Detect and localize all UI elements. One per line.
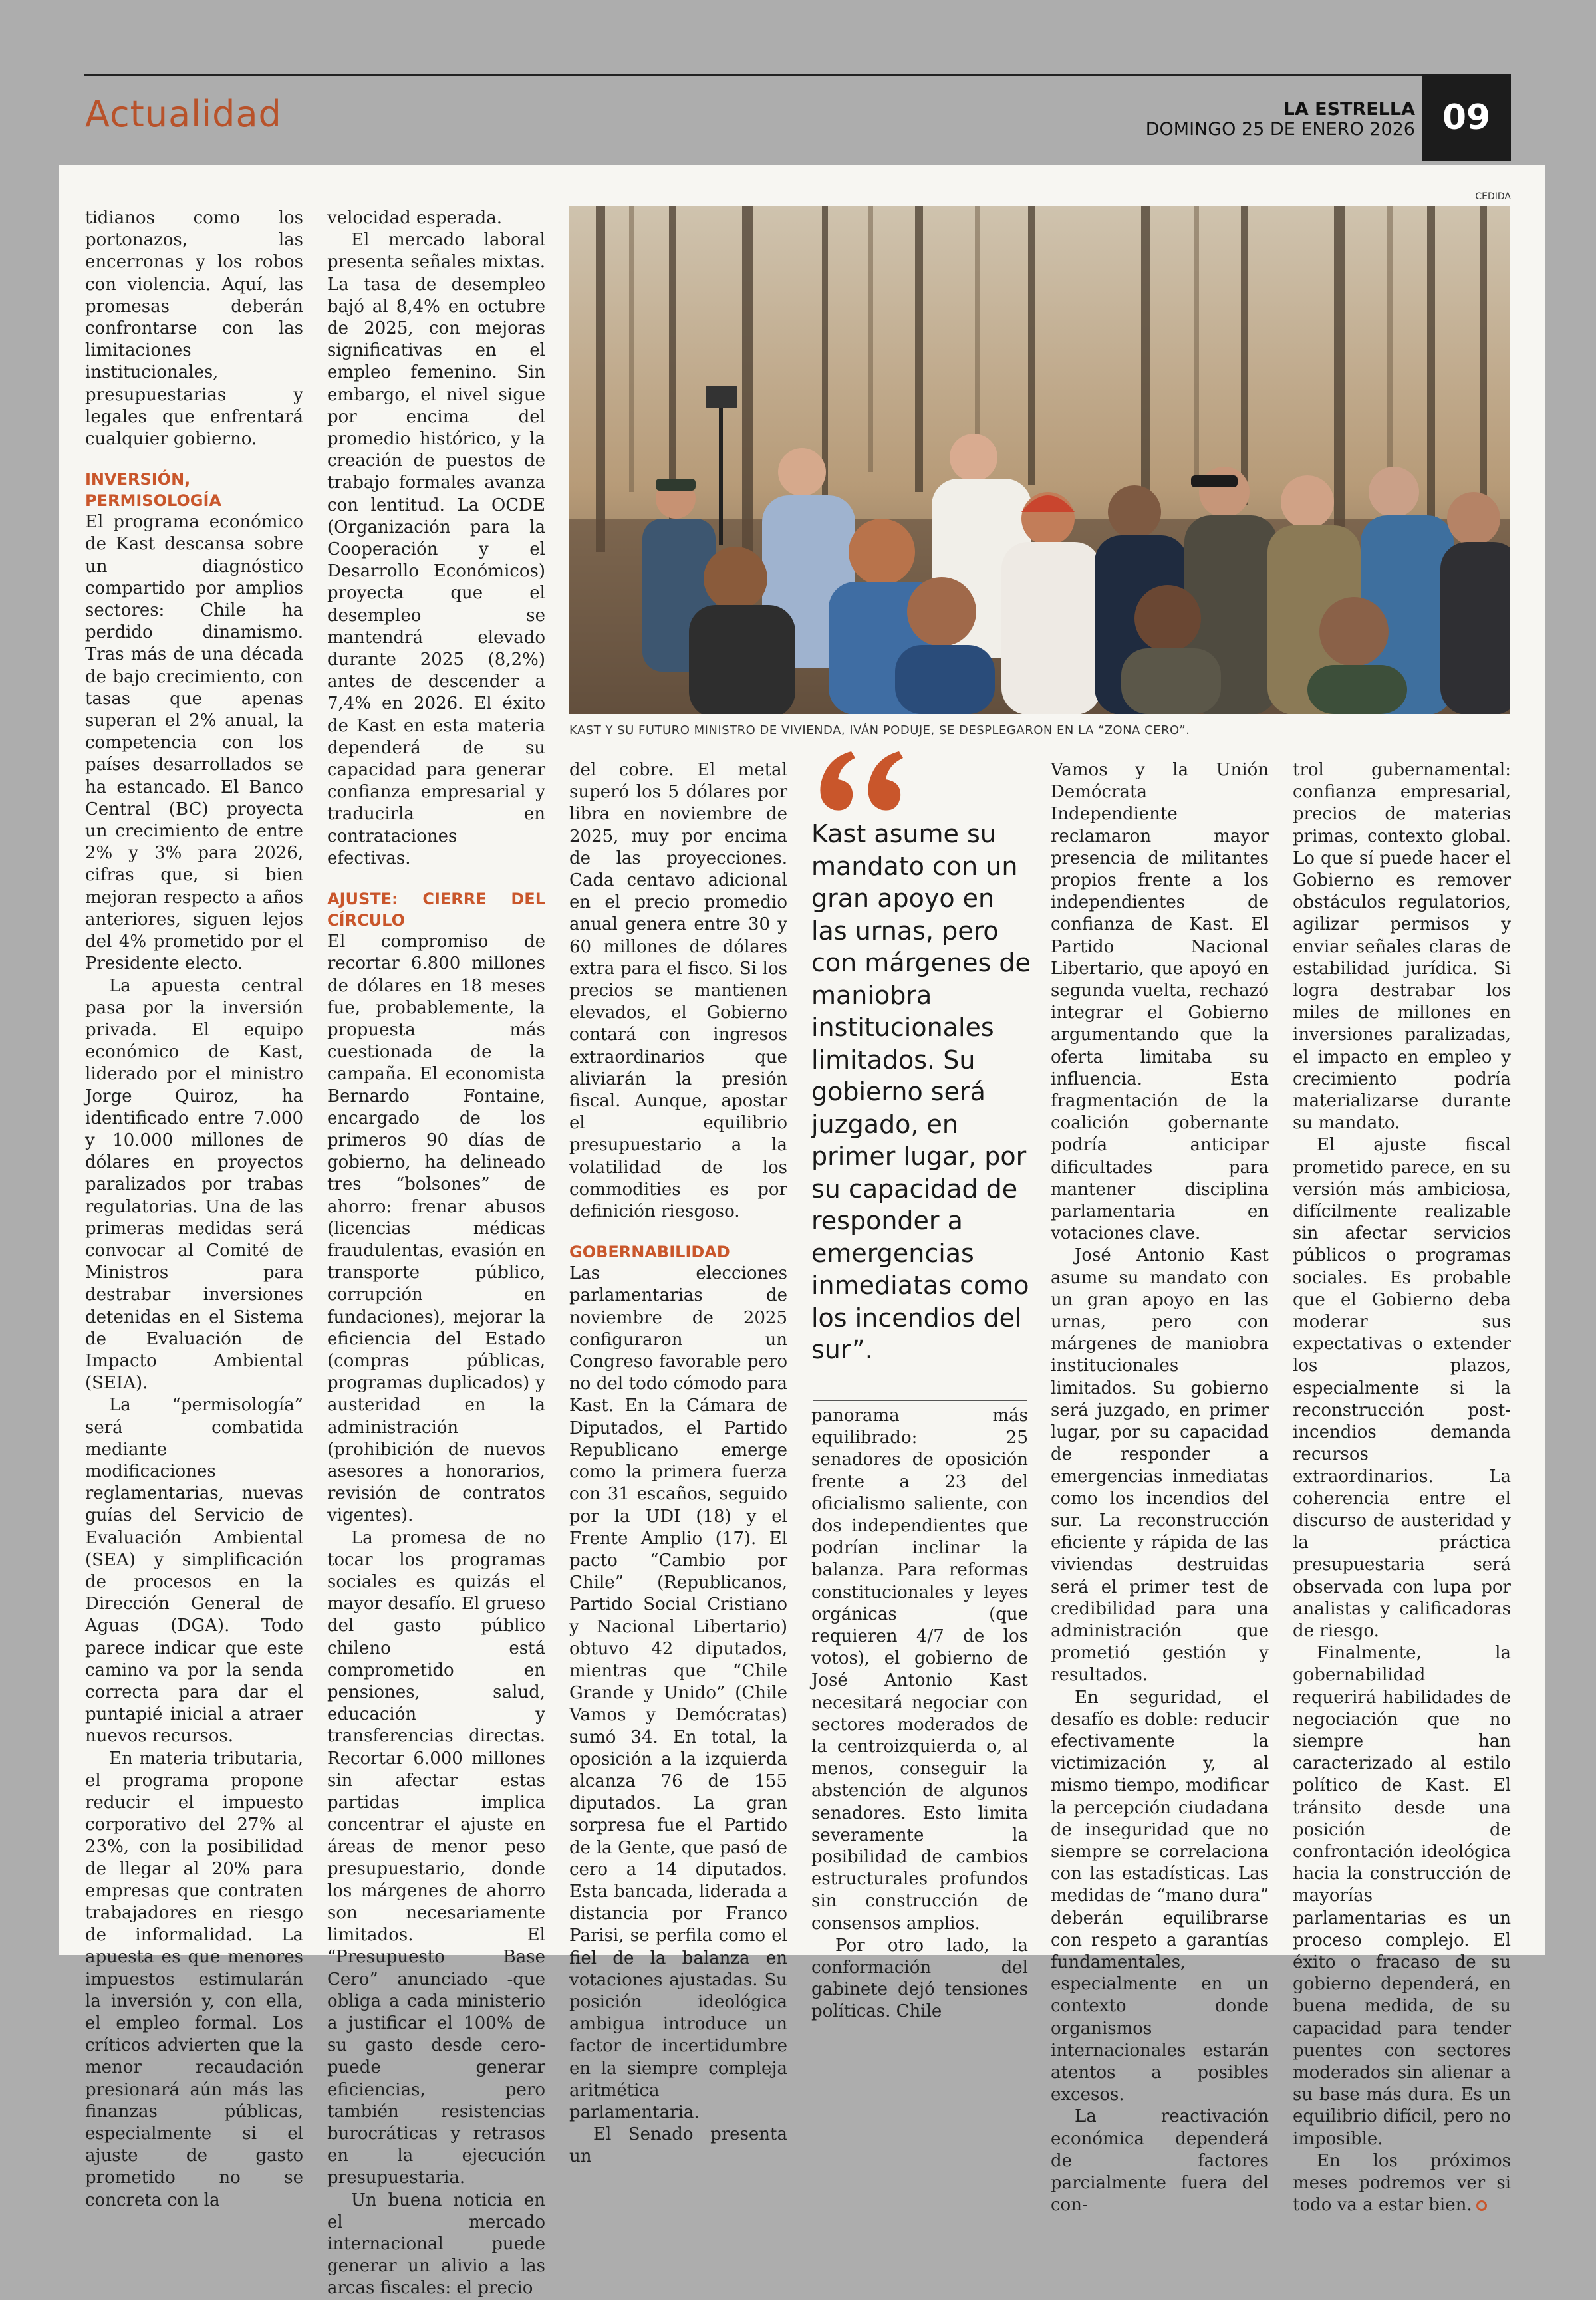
section-title: Actualidad xyxy=(85,93,282,135)
article-column-5 xyxy=(1051,759,1269,2216)
paragraph: El programa económico de Kast descansa sobre un diagnóstico compartido por amplios sectores: Chile ha perdido dinamismo. Tras más de una década de bajo crecimiento, con tasas que apenas superan el 2% anual, la competencia con los países desarrollados se ha estancado. El Banco Central (BC) proyecta un crecimiento de entre 2% y 3% para 2026, cifras que, si bien mejoran respecto a años anteriores, siguen lejos del 4% prometido por el Presidente electo. xyxy=(85,512,303,974)
paragraph: La apuesta central pasa por la inversión privada. El equipo económico de Kast, liderado por el ministro Jorge Quiroz, ha identificado entre 7.000 y 10.000 millones de dólares en proyectos paralizados por trabas regulatorias. Una de las primeras medidas será convocar al Comité de Ministros para destrabar inversiones detenidas en el Sistema de Evaluación de Impacto Ambiental (SEIA). xyxy=(85,975,303,1394)
paragraph: Por otro lado, la conformación del gabinete dejó tensiones políticas. Chile xyxy=(811,1935,1028,2022)
paragraph: Las elecciones parlamentarias de noviembre de 2025 configuraron un Congreso favorable pero no del todo cómodo para Kast. En la Cámara de Diputados, el Partido Republicano emerge como la primera fuerza con 31 escaños, seguido por la UDI (18) y el Frente Amplio (17). El pacto “Cambio por Chile” (Republicanos, Partido Social Cristiano y Nacional Libertario) obtuvo 42 diputados, mientras que “Chile Grande y Unido” (Chile Vamos y Demócratas) sumó 34. En total, la oposición a la izquierda alcanza 76 de 155 diputados. La gran sorpresa fue el Partido de la Gente, que pasó de cero a 14 diputados. Esta bancada, liderada a distancia por Franco Parisi, se perfila como el fiel de la balanza en votaciones ajustadas. Su posición ideológica ambigua introduce un factor de incertidumbre en la siempre compleja aritmética parlamentaria. xyxy=(569,1263,787,2122)
paragraph: El Senado presenta un xyxy=(569,2124,787,2167)
paragraph: Vamos y la Unión Demócrata Independiente reclamaron mayor presencia de militantes propios frente a los independientes de confianza de Kast. El Partido Nacional Libertario, que apoyó en segunda vuelta, rechazó integrar el Gobierno argumentando que la oferta limitaba su influencia. Esta fragmentación de la coalición gobernante podría anticipar dificultades para mantener disciplina parlamentaria en votaciones clave. xyxy=(1051,760,1269,1244)
paragraph: En materia tributaria, el programa propone reducir el impuesto corporativo del 27% al 23%, con la posibilidad de llegar al 20% para empresas que contraten trabajadores en riesgo de informalidad. La apuesta es que menores impuestos estimularán la inversión y, con ella, el empleo formal. Los críticos advierten que la menor recaudación presionará aún más las finanzas públicas, especialmente si el ajuste de gasto prometido no se concreta con la xyxy=(85,1748,303,2210)
closing-text: En los próximos meses podremos ver si todo va a estar bien. xyxy=(1293,2150,1511,2216)
paragraph: El ajuste fiscal prometido parece, en su versión más ambiciosa, difícilmente realizable sin afectar servicios públicos o programas sociales. Es probable que el Gobierno deba moderar sus expectativas o extender los plazos, especialmente si la reconstrucción post-incendios demanda recursos extraordinarios. La coherencia entre el discurso de austeridad y la práctica presupuestaria será observada con lupa por analistas y calificadoras de riesgo. xyxy=(1293,1135,1511,1641)
article-column-6 xyxy=(1293,759,1511,2216)
paragraph: Finalmente, la gobernabilidad requerirá habilidades de negociación que no siempre han caracterizado al estilo político de Kast. El tránsito desde una posición de confrontación ideológica hacia la construcción de mayorías parlamentarias es un proceso complejo. El éxito o fracaso de su gobierno dependerá, en buena medida, de su capacidad para tender puentes con sectores moderados sin alienar a su base más dura. Es un equilibrio difícil, pero no imposible. xyxy=(1293,1643,1511,2149)
news-photo xyxy=(569,206,1510,714)
subhead-ajuste: AJUSTE: CIERRE DEL CÍRCULO xyxy=(327,890,545,930)
end-mark-icon xyxy=(1476,2200,1487,2211)
paragraph: El compromiso de recortar 6.800 millones de dólares en 18 meses fue, probablemente, la propuesta más cuestionada de la campaña. El economista Bernardo Fontaine, encargado de los primeros 90 días de gobierno, ha delineado tres “bolsones” de ahorro: frenar abusos (licencias médicas fraudulentas, evasión en transporte público, corrupción en fundaciones), mejorar la eficiencia del Estado (compras públicas, programas duplicados) y austeridad en la administración (prohibición de nuevos asesores a honorarios, revisión de contratos vigentes). xyxy=(327,932,545,1526)
article-column-4 xyxy=(811,1405,1028,2023)
subhead-inversion: INVERSIÓN, PERMISOLOGÍA xyxy=(85,470,222,511)
pull-quote: Kast asume su mandato con un gran apoyo en las urnas, pero con márgenes de maniobra institucionales limitados. Su gobierno será juzgado, en primer lugar, por su capacidad de responder a emergencias inmediatas como los incendios del sur”. xyxy=(811,819,1031,1364)
masthead xyxy=(1146,100,1415,140)
paragraph: El mercado laboral presenta señales mixtas. La tasa de desempleo bajó al 8,4% en octubre de 2025, con mejoras significativas en el empleo femenino. Sin embargo, el nivel sigue por encima del promedio histórico, y la creación de puestos de trabajo formales avanza con lentitud. La OCDE (Organización para la Cooperación y el Desarrollo Económicos) proyecta que el desempleo se mantendrá elevado durante 2025 (8,2%) antes de descender a 7,4% en 2026. El éxito de Kast en esta materia dependerá de su capacidad para generar confianza empresarial y traducirla en contrataciones efectivas. xyxy=(327,230,545,868)
paragraph: La promesa de no tocar los programas sociales es quizás el mayor desafío. El grueso del gasto público chileno está comprometido en pensiones, salud, educación y transferencias directas. Recortar 6.000 millones sin afectar estas partidas implica concentrar el ajuste en áreas de menor peso presupuestario, donde los márgenes de ahorro son necesariamente limitados. El “Presupuesto Base Cero” anunciado -que obliga a cada ministerio a justificar el 100% de su gasto desde cero- puede generar eficiencias, pero también resistencias burocráticas y retrasos en la ejecución presupuestaria. xyxy=(327,1527,545,2188)
newspaper-name: LA ESTRELLA xyxy=(1283,99,1415,120)
paragraph: trol gubernamental: confianza empresarial, precios de materias primas, contexto global. Lo que sí puede hacer el Gobierno es remover obstáculos regulatorios, agilizar permisos y enviar señales claras de estabilidad jurídica. Si logra destrabar los miles de millones en inversiones paralizadas, el impacto en empleo y crecimiento podría materializarse durante su mandato. xyxy=(1293,760,1511,1134)
pull-quote-rule xyxy=(813,1400,1027,1401)
paragraph xyxy=(1293,2150,1511,2217)
photo-caption: KAST Y SU FUTURO MINISTRO DE VIVIENDA, IVÁN PODUJE, SE DESPLEGARON EN LA “ZONA CERO”. xyxy=(569,723,1190,737)
paragraph: La reactivación económica dependerá de factores parcialmente fuera del con- xyxy=(1051,2107,1269,2216)
article-column-3 xyxy=(569,759,787,2168)
paragraph: En seguridad, el desafío es doble: reducir efectivamente la victimización y, al mismo tiempo, modificar la percepción ciudadana de inseguridad que no siempre se correlaciona con las estadísticas. Las medidas de “mano dura” deberán equilibrarse con respeto a garantías fundamentales, especialmente en un contexto donde organismos internacionales estarán atentos a posibles excesos. xyxy=(1051,1687,1269,2105)
paragraph: José Antonio Kast asume su mandato con un gran apoyo en las urnas, pero con márgenes de maniobra institucionales limitados. Su gobierno será juzgado, en primer lugar, por su capacidad de responder a emergencias inmediatas como los incendios del sur. La reconstrucción eficiente y rápida de las viviendas destruidas será el primer test de credibilidad para una administración que prometió gestión y resultados. xyxy=(1051,1245,1269,1686)
header-rule xyxy=(84,74,1507,76)
paragraph: velocidad esperada. xyxy=(327,208,503,228)
article-column-1 xyxy=(85,207,303,2212)
paragraph: del cobre. El metal superó los 5 dólares por libra en noviembre de 2025, muy por encima de las proyecciones. Cada centavo adicional en el precio promedio anual genera entre 30 y 60 millones de dólares extra para el fisco. Si los precios se mantienen elevados, el Gobierno contará con ingresos extraordinarios que aliviarán la presión fiscal. Aunque, apostar el equilibrio presupuestario a la volatilidad de los commodities es por definición riesgoso. xyxy=(569,760,787,1222)
paragraph: tidianos como los portonazos, las encerronas y los robos con violencia. Aquí, las promesas deberán confrontarse con las limitaciones institucionales, presupuestarias y legales que enfrentará cualquier gobierno. xyxy=(85,208,303,449)
paragraph: Un buena noticia en el mercado internacional puede generar un alivio a las arcas fiscales: el precio xyxy=(327,2190,545,2299)
issue-date: DOMINGO 25 DE ENERO 2026 xyxy=(1145,119,1415,140)
photo-credit: CEDIDA xyxy=(1475,192,1511,202)
page-background xyxy=(0,0,1596,166)
article-column-2 xyxy=(327,207,545,2300)
crowd-photo-illustration xyxy=(569,206,1510,714)
paragraph: La “permisología” será combatida mediante modificaciones reglamentarias, nuevas guías del Servicio de Evaluación Ambiental (SEA) y simplificación de procesos en la Dirección General de Aguas (DGA). Todo parece indicar que este camino va por la senda correcta para dar el puntapié inicial a atraer nuevos recursos. xyxy=(85,1395,303,1747)
quote-mark-icon xyxy=(811,738,918,818)
subhead-gobernabilidad: GOBERNABILIDAD xyxy=(569,1243,730,1262)
page-number: 09 xyxy=(1422,74,1511,161)
paragraph: panorama más equilibrado: 25 senadores de oposición frente a 23 del oficialismo saliente, con dos independientes que podrían inclinar la balanza. Para reformas constitucionales y leyes orgánicas (que requieren 4/7 de los votos), el gobierno de José Antonio Kast necesitará negociar con sectores moderados de la centroizquierda o, al menos, conseguir la abstención de algunos senadores. Esto limita severamente la posibilidad de cambios estructurales profundos sin construcción de consensos amplios. xyxy=(811,1406,1028,1934)
